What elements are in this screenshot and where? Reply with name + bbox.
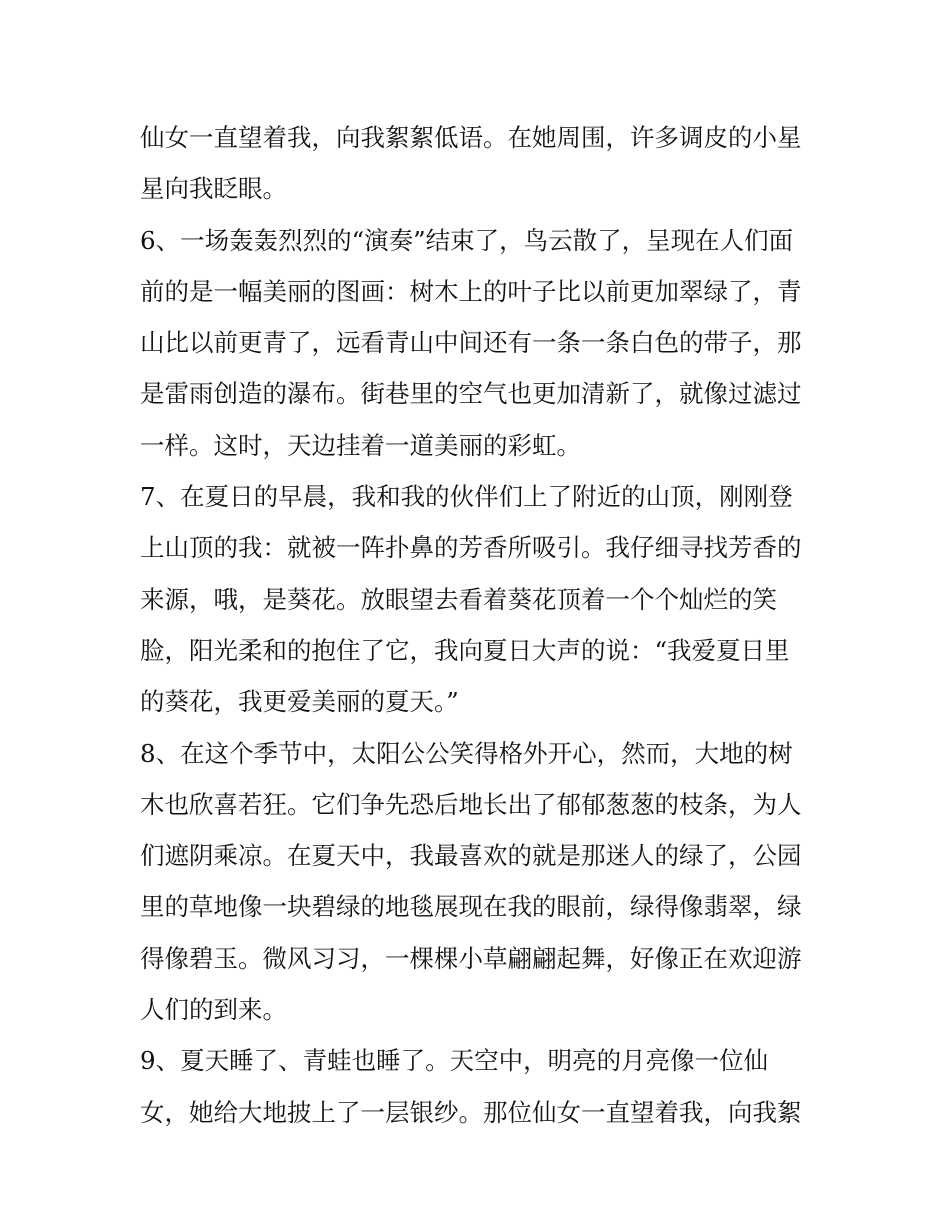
- text-line: 一样。这时，天边挂着一道美丽的彩虹。: [140, 430, 581, 460]
- text-line: 9、夏天睡了、青蛙也睡了。天空中，明亮的月亮像一位仙: [140, 1046, 769, 1076]
- text-line: 人们的到来。: [140, 995, 287, 1025]
- text-line: 是雷雨创造的瀑布。街巷里的空气也更加清新了，就像过滤过: [140, 379, 802, 409]
- text-line: 上山顶的我：就被一阵扑鼻的芳香所吸引。我仔细寻找芳香的: [140, 533, 802, 563]
- body-text: [140, 112, 820, 1138]
- text-line: 6、一场轰轰烈烈的“演奏”结束了，鸟云散了，呈现在人们面: [140, 225, 794, 255]
- text-line: 星向我眨眼。: [140, 174, 287, 204]
- text-line: 里的草地像一块碧绿的地毯展现在我的眼前，绿得像翡翠，绿: [140, 892, 802, 922]
- text-line: 得像碧玉。微风习习，一棵棵小草翩翩起舞，好像正在欢迎游: [140, 943, 802, 973]
- text-line: 7、在夏日的早晨，我和我的伙伴们上了附近的山顶，刚刚登: [140, 482, 793, 512]
- text-line: 8、在这个季节中，太阳公公笑得格外开心，然而，大地的树: [140, 738, 793, 768]
- text-line: 的葵花，我更爱美丽的夏天。”: [140, 687, 459, 717]
- text-line: 木也欣喜若狂。它们争先恐后地长出了郁郁葱葱的枝条，为人: [140, 789, 802, 819]
- text-line: 们遮阴乘凉。在夏天中，我最喜欢的就是那迷人的绿了，公园: [140, 841, 802, 871]
- text-line: 仙女一直望着我，向我絮絮低语。在她周围，许多调皮的小星: [140, 123, 802, 152]
- text-line: 山比以前更青了，远看青山中间还有一条一条白色的带子，那: [140, 328, 802, 358]
- text-line: 前的是一幅美丽的图画：树木上的叶子比以前更加翠绿了，青: [140, 276, 802, 306]
- text-line: 来源，哦，是葵花。放眼望去看着葵花顶着一个个灿烂的笑: [140, 584, 777, 614]
- text-line: 女，她给大地披上了一层银纱。那位仙女一直望着我，向我絮: [140, 1097, 802, 1127]
- text-line: 脸，阳光柔和的抱住了它，我向夏日大声的说：“我爱夏日里: [140, 635, 790, 665]
